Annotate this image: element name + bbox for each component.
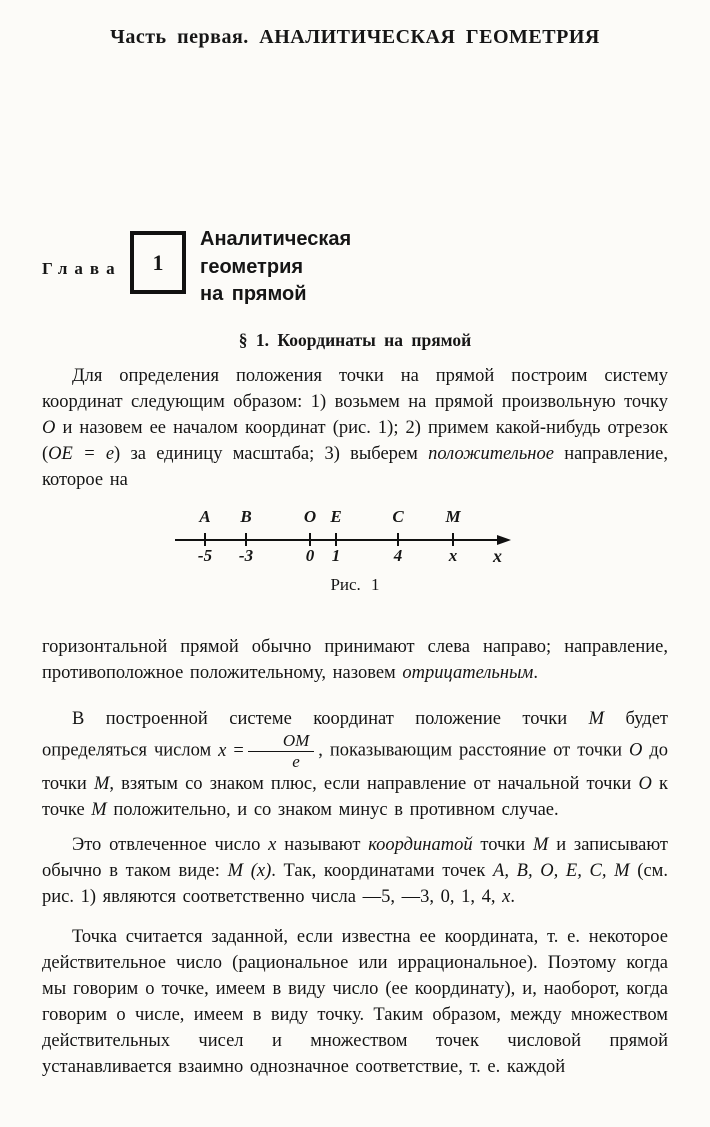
- math-var: M: [91, 799, 107, 820]
- text-run: положительно, и со знаком минус в противном случае.: [106, 799, 559, 820]
- text-run: Это отвлеченное число: [72, 835, 269, 855]
- math-var: M: [532, 835, 549, 855]
- text-run: до точки: [42, 740, 668, 794]
- chapter-number-box: [130, 231, 186, 294]
- text-run: В построенной системе координат положение точки: [72, 709, 589, 729]
- paragraph-intro: [42, 363, 668, 493]
- paragraph-coordinate-notation: [42, 832, 668, 910]
- text-run: горизонтальной прямой обычно принимают слева направо; направление, противоположное положительному, назовем: [42, 637, 668, 683]
- fraction: [248, 732, 314, 771]
- text-run: , взятым со знаком плюс, если направление от начальной точки: [109, 773, 639, 794]
- point-label: B: [240, 507, 252, 526]
- point-label: C: [392, 507, 404, 526]
- text-run: и назовем ее началом координат (рис. 1); 2) примем какой-нибудь отрезок (: [42, 418, 668, 464]
- fraction-numerator: OM: [248, 732, 314, 752]
- chapter-title-line: на прямой: [200, 283, 307, 305]
- math-var: O: [638, 773, 652, 794]
- figure-caption: Рис. 1: [330, 575, 380, 594]
- chapter-number: 1: [152, 249, 164, 275]
- paragraph-coordinate-definition: [42, 706, 668, 823]
- tick-mark: [204, 533, 206, 546]
- math-expr: A, B, O, E, C, M: [493, 861, 630, 881]
- text-run: ) за единицу масштаба; 3) выберем: [114, 444, 429, 464]
- math-expr: M (x): [227, 861, 272, 881]
- tick-mark: [335, 533, 337, 546]
- math-var: x: [218, 740, 227, 761]
- point-label: M: [445, 507, 461, 526]
- math-var: M: [93, 773, 110, 794]
- text-run: .: [510, 887, 515, 907]
- text-run: Точка считается заданной, если известна ее координата, т. е. некоторое действительное число (рациональное или иррациональное). Поэтому когда мы говорим о точке, имеем в виду число (ее координату), и, наоборот, когда говорим о числе, имеем в виду точку. Таким образом, между множеством действительных чисел и множеством точек числовой прямой устанавливается взаимно однозначное соответствие, т. е. каждой: [42, 927, 668, 1077]
- text-run: (см. рис. 1) являются соответственно числа —5, —3, 0, 1, 4,: [42, 861, 668, 907]
- text-run: называют: [276, 835, 369, 855]
- italic-term: отрицательным: [402, 663, 534, 683]
- math-var: x: [502, 887, 511, 907]
- formula-x-equals-om-over-e: [218, 731, 318, 771]
- chapter-title: [200, 226, 351, 309]
- chapter-title-line: Аналитическая: [200, 228, 352, 250]
- point-value: 4: [393, 546, 403, 565]
- math-var: O: [42, 418, 56, 438]
- paragraph-intro-continued: [42, 634, 668, 686]
- math-var: x: [268, 835, 277, 855]
- paragraph-one-to-one-correspondence: [42, 924, 668, 1080]
- point-value: -3: [238, 546, 254, 565]
- math-var: M: [588, 709, 605, 729]
- point-value: 1: [331, 546, 341, 565]
- chapter-label: Глава: [42, 259, 122, 278]
- math-var: O: [628, 740, 643, 761]
- italic-term: координатой: [368, 835, 473, 855]
- text-run: и записывают обычно в таком виде:: [42, 835, 668, 881]
- point-value: -5: [197, 546, 213, 565]
- tick-mark: [452, 533, 454, 546]
- fraction-denominator: e: [292, 751, 300, 771]
- text-run: направление, которое на: [42, 444, 668, 490]
- axis-arrow-icon: [497, 535, 511, 545]
- text-run: Для определения положения точки на прямой построим систему координат следующим образом: 1) возьмем на прямой произвольную точку: [42, 366, 668, 412]
- tick-mark: [309, 533, 311, 546]
- section-title: § 1. Координаты на прямой: [238, 330, 472, 350]
- point-label: E: [330, 507, 342, 526]
- equals-sign: =: [233, 740, 244, 761]
- text-run: точки: [472, 835, 533, 855]
- text-run: будет определяться числом: [42, 709, 668, 761]
- part-title: Часть первая. АНАЛИТИЧЕСКАЯ ГЕОМЕТРИЯ: [110, 26, 600, 48]
- axis-line: [175, 539, 499, 541]
- chapter-heading: [42, 228, 442, 308]
- point-label: O: [303, 507, 317, 526]
- chapter-title-line: геометрия: [200, 255, 304, 278]
- point-label: A: [199, 507, 211, 526]
- text-run: , показывающим расстояние от точки: [318, 740, 629, 761]
- text-run: .: [533, 663, 538, 683]
- text-run: . Так, координатами точек: [271, 861, 494, 881]
- italic-term: положительное: [428, 444, 554, 464]
- axis-label-x: x: [493, 546, 502, 566]
- point-value: x: [448, 546, 458, 565]
- tick-mark: [397, 533, 399, 546]
- point-value: 0: [305, 546, 315, 565]
- figure-number-line: [175, 503, 535, 575]
- math-expr: OE = e: [48, 444, 115, 464]
- tick-mark: [245, 533, 247, 546]
- text-run: к точке: [42, 773, 668, 820]
